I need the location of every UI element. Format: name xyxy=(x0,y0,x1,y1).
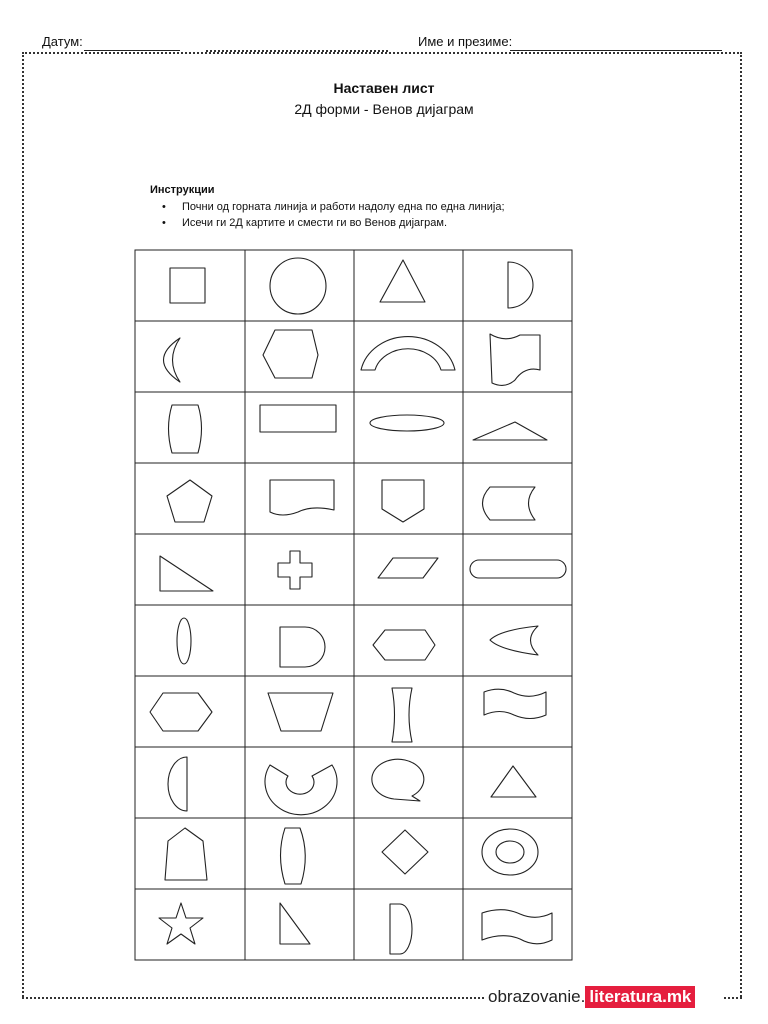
bullet-icon: • xyxy=(162,217,166,229)
worksheet-title: Наставен лист xyxy=(333,80,435,96)
arch-icon[interactable] xyxy=(361,337,455,370)
tall-ellipse-icon[interactable] xyxy=(177,618,191,664)
triangle-icon[interactable] xyxy=(380,260,425,302)
flat-hexagon-icon[interactable] xyxy=(373,630,435,660)
instruction-text: Исечи ги 2Д картите и смести ги во Венов дијаграм. xyxy=(182,217,448,229)
barrel-icon[interactable] xyxy=(169,405,202,453)
square-icon[interactable] xyxy=(170,268,205,303)
octagon-rect-icon[interactable] xyxy=(150,693,212,731)
ring-cut-icon[interactable] xyxy=(265,765,337,815)
ring-outer-icon[interactable] xyxy=(482,829,538,875)
right-triangle-tall-icon[interactable] xyxy=(280,903,310,944)
cross-icon[interactable] xyxy=(278,551,312,589)
brand-name-highlight: literatura.mk xyxy=(585,986,695,1008)
pentagon-tall-icon[interactable] xyxy=(165,828,207,880)
bullet-icon: • xyxy=(162,201,166,213)
d-narrow-icon[interactable] xyxy=(390,904,412,954)
parallelogram-icon[interactable] xyxy=(378,558,438,578)
wavy-ribbon-icon[interactable] xyxy=(482,910,552,944)
triangle-icon[interactable] xyxy=(491,766,536,797)
name-label: Име и презиме: xyxy=(418,34,513,49)
trapezoid-icon[interactable] xyxy=(268,693,333,731)
circle-icon[interactable] xyxy=(270,258,326,314)
crescent-icon[interactable] xyxy=(164,338,181,382)
ring-inner-icon[interactable] xyxy=(496,841,524,863)
shield-icon[interactable] xyxy=(382,480,424,522)
pipe-segment-icon[interactable] xyxy=(483,487,536,520)
pentagon-icon[interactable] xyxy=(167,480,212,522)
star-icon[interactable] xyxy=(159,903,203,944)
d-shape-icon[interactable] xyxy=(280,627,325,667)
brand-logo xyxy=(488,985,695,1009)
right-triangle-icon[interactable] xyxy=(160,556,213,591)
instruction-text: Почни од горната линија и работи надолу една по една линија; xyxy=(182,201,505,213)
hexagon-icon[interactable] xyxy=(263,330,318,378)
wavy-scroll-icon[interactable] xyxy=(490,334,540,385)
wavy-bottom-rectangle-icon[interactable] xyxy=(270,480,334,515)
diamond-icon[interactable] xyxy=(382,830,428,874)
instructions-title: Инструкции xyxy=(150,184,215,196)
worksheet-subtitle: 2Д форми - Венов дијаграм xyxy=(294,101,474,117)
concave-bracket-icon[interactable] xyxy=(392,688,412,742)
date-label: Датум: xyxy=(42,34,83,49)
half-disc-icon[interactable] xyxy=(168,757,187,811)
brand-name-part: obrazovanie. xyxy=(488,987,586,1006)
wavy-banner-icon[interactable] xyxy=(484,689,546,718)
rectangle-icon[interactable] xyxy=(260,405,336,432)
half-circle-icon[interactable] xyxy=(508,262,533,308)
tall-barrel-icon[interactable] xyxy=(281,828,306,884)
flat-ellipse-icon[interactable] xyxy=(370,415,444,431)
stadium-icon[interactable] xyxy=(470,560,566,578)
flat-triangle-icon[interactable] xyxy=(473,422,547,440)
fish-crescent-icon[interactable] xyxy=(490,626,538,655)
speech-bubble-icon[interactable] xyxy=(372,759,424,801)
